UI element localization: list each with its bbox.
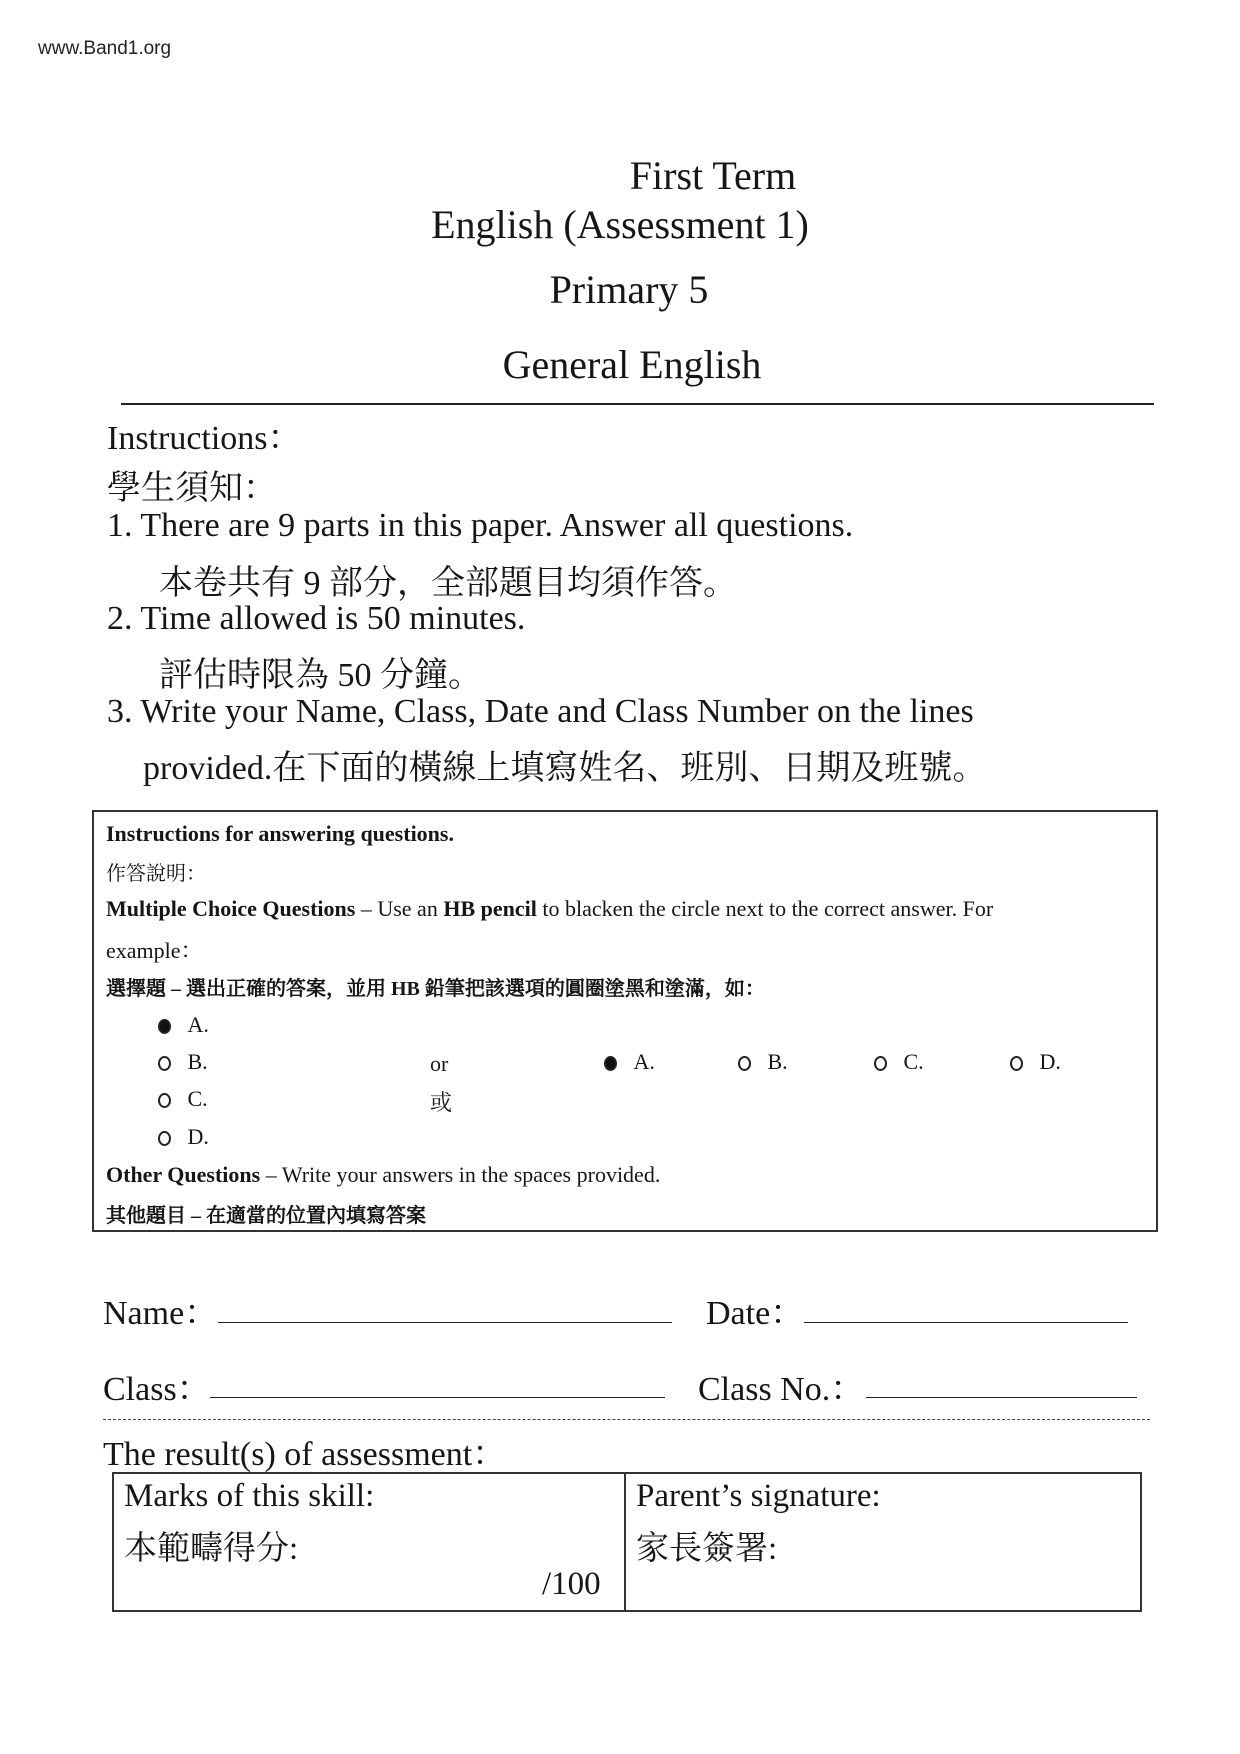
level-title: Primary 5 (549, 267, 709, 312)
instruction-1: 1. There are 9 parts in this paper. Answer all questions. (107, 507, 854, 544)
subject-title: English (Assessment 1) (431, 202, 809, 247)
option-label: D. (187, 1124, 209, 1149)
marks-total: /100 (542, 1566, 601, 1602)
result-table (112, 1472, 1142, 1612)
box-title-zh: 作答說明： (106, 863, 206, 885)
table-divider (624, 1474, 626, 1610)
mc-example: example： (106, 938, 203, 963)
option-label: B. (187, 1049, 208, 1074)
class-no-label: Class No.： (698, 1371, 865, 1408)
watermark: www.Band1.org (38, 38, 172, 59)
mc-text: – Use an (355, 896, 444, 921)
mc-hb: HB pencil (443, 896, 537, 921)
answer-instructions-box (92, 810, 1158, 1232)
other-instruction (106, 1162, 660, 1188)
box-title: Instructions for answering questions. (106, 821, 454, 846)
term-title: First Term (629, 153, 797, 198)
empty-circle-icon (158, 1093, 171, 1108)
mc-label: Multiple Choice Questions (106, 896, 356, 921)
marks-label: Marks of this skill: (124, 1478, 375, 1514)
class-label: Class： (103, 1371, 211, 1408)
name-field[interactable] (218, 1322, 672, 1323)
empty-circle-icon (874, 1056, 887, 1071)
instruction-2-zh: 評估時限為 50 分鐘。 (159, 657, 482, 694)
mc-instruction-zh: 選擇題 – 選出正確的答案，並用 HB 鉛筆把該選項的圓圈塗黑和塗滿，如： (106, 978, 765, 1000)
empty-circle-icon (1010, 1056, 1023, 1071)
class-field[interactable] (210, 1397, 665, 1398)
mc-text-2: to blacken the circle next to the correct answer. For (536, 896, 994, 921)
filled-circle-icon (158, 1019, 171, 1034)
instructions-heading-zh: 學生須知： (107, 470, 277, 507)
or-label: or (430, 1051, 449, 1076)
instructions-heading: Instructions： (107, 420, 302, 457)
mc-instruction (106, 896, 993, 922)
name-label: Name： (103, 1295, 219, 1332)
instruction-3-cont: provided.在下面的橫線上填寫姓名、班別、日期及班號。 (143, 750, 987, 787)
instruction-3: 3. Write your Name, Class, Date and Class Number on the lines (107, 693, 974, 730)
date-field[interactable] (804, 1322, 1128, 1323)
or-label-zh: 或 (430, 1090, 453, 1115)
option-label: A. (633, 1049, 655, 1074)
parent-signature-label: Parent’s signature: (636, 1478, 881, 1514)
instruction-1-zh: 本卷共有 9 部分，全部題目均須作答。 (159, 565, 737, 602)
other-label: Other Questions (106, 1162, 261, 1187)
empty-circle-icon (738, 1056, 751, 1071)
option-label: C. (903, 1049, 924, 1074)
marks-label-zh: 本範疇得分: (124, 1531, 299, 1567)
other-text: – Write your answers in the spaces provided. (260, 1162, 661, 1187)
date-label: Date： (706, 1295, 805, 1332)
header-rule (121, 403, 1154, 405)
dashed-divider (103, 1419, 1150, 1420)
filled-circle-icon (604, 1056, 617, 1071)
class-no-field[interactable] (866, 1397, 1137, 1398)
option-label: A. (187, 1012, 209, 1037)
parent-signature-label-zh: 家長簽署: (636, 1531, 778, 1567)
option-label: C. (187, 1086, 208, 1111)
empty-circle-icon (158, 1131, 171, 1146)
instruction-2: 2. Time allowed is 50 minutes. (107, 600, 526, 637)
option-label: D. (1039, 1049, 1061, 1074)
other-instruction-zh: 其他題目 – 在適當的位置內填寫答案 (106, 1205, 426, 1227)
option-label: B. (767, 1049, 788, 1074)
result-heading: The result(s) of assessment： (103, 1436, 507, 1473)
empty-circle-icon (158, 1056, 171, 1071)
paper-title: General English (502, 342, 762, 387)
